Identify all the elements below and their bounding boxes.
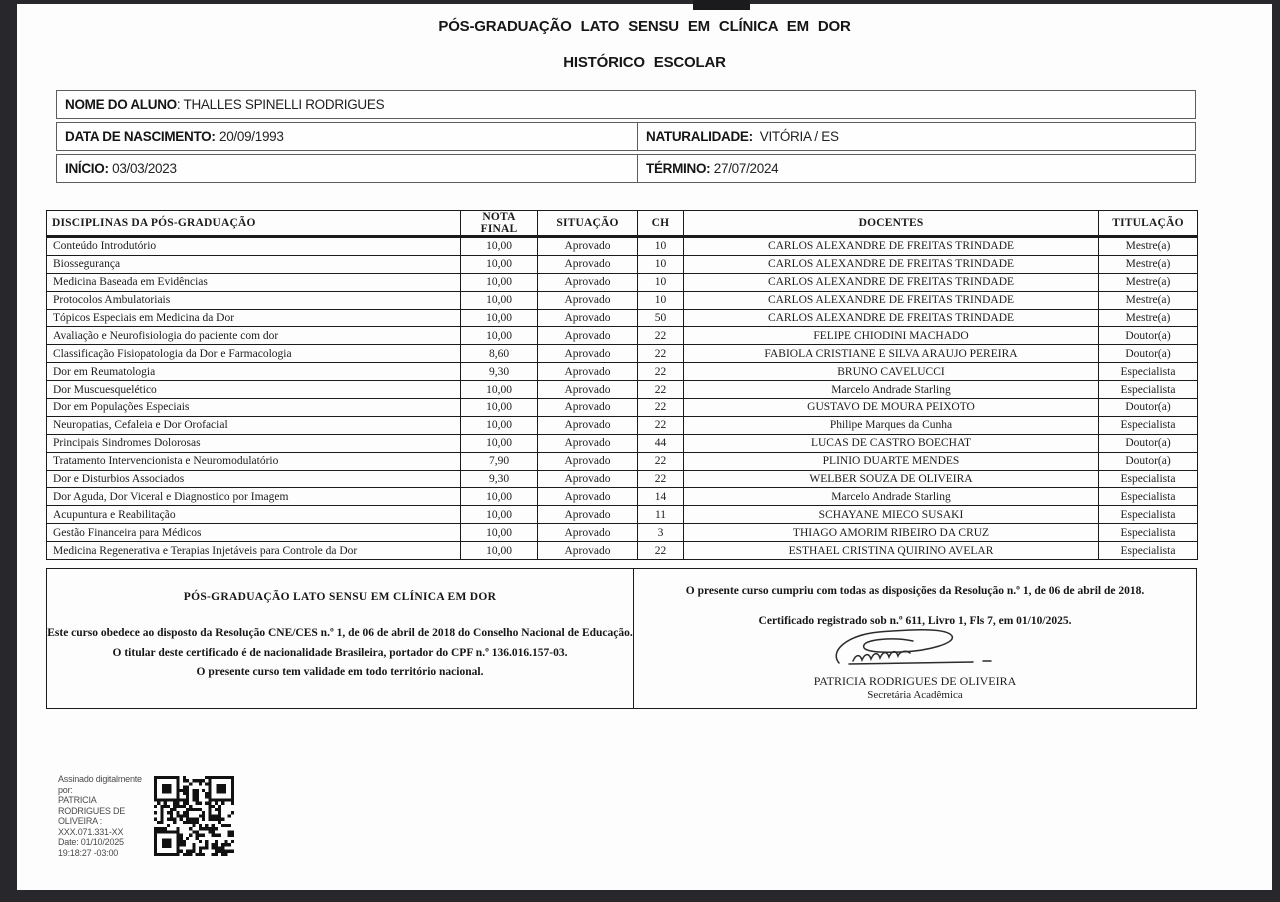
cell-titulacao: Especialista	[1099, 506, 1198, 524]
cell-titulacao: Especialista	[1099, 524, 1198, 542]
cell-docente: CARLOS ALEXANDRE DE FREITAS TRINDADE	[684, 309, 1099, 327]
footer-left-box	[47, 569, 634, 708]
cell-situacao: Aprovado	[538, 524, 638, 542]
cell-titulacao: Doutor(a)	[1099, 434, 1198, 452]
table-row	[47, 273, 1198, 291]
cell-nota-final: 10,00	[461, 309, 538, 327]
end-date-cell	[638, 155, 1195, 182]
header-nota-final: NOTA FINAL	[461, 211, 538, 237]
grades-table-container	[46, 210, 1197, 560]
cell-ch: 22	[638, 345, 684, 363]
cell-titulacao: Doutor(a)	[1099, 399, 1198, 417]
cell-situacao: Aprovado	[538, 273, 638, 291]
cell-situacao: Aprovado	[538, 255, 638, 273]
dsig-line: por:	[58, 784, 73, 795]
cell-ch: 10	[638, 291, 684, 309]
cell-disciplina: Principais Sindromes Dolorosas	[47, 434, 461, 452]
cell-situacao: Aprovado	[538, 327, 638, 345]
cell-nota-final: 10,00	[461, 399, 538, 417]
header-disciplinas: DISCIPLINAS DA PÓS-GRADUAÇÃO	[47, 211, 461, 237]
viewer-top-tab	[693, 0, 750, 10]
cell-docente: FABIOLA CRISTIANE E SILVA ARAUJO PEREIRA	[684, 345, 1099, 363]
cell-nota-final: 9,30	[461, 363, 538, 381]
cell-titulacao: Especialista	[1099, 470, 1198, 488]
dsig-line: XXX.071.331-XX	[58, 826, 124, 837]
start-date-value: 03/03/2023	[108, 161, 177, 176]
birth-date-value: 20/09/1993	[215, 129, 284, 144]
document-subtitle: HISTÓRICO ESCOLAR	[563, 54, 726, 71]
cell-disciplina: Conteúdo Introdutório	[47, 237, 461, 256]
cell-situacao: Aprovado	[538, 488, 638, 506]
cell-titulacao: Mestre(a)	[1099, 291, 1198, 309]
naturality-label: NATURALIDADE:	[646, 129, 753, 144]
student-name-value: : THALLES SPINELLI RODRIGUES	[176, 97, 385, 112]
start-date-cell	[57, 155, 638, 182]
cell-nota-final: 10,00	[461, 542, 538, 560]
footer-right-box	[634, 569, 1196, 708]
cell-disciplina: Tópicos Especiais em Medicina da Dor	[47, 309, 461, 327]
table-row	[47, 309, 1198, 327]
cell-titulacao: Doutor(a)	[1099, 452, 1198, 470]
signature-scribble-icon	[825, 627, 1005, 675]
table-row	[47, 255, 1198, 273]
cell-nota-final: 10,00	[461, 273, 538, 291]
cell-titulacao: Especialista	[1099, 542, 1198, 560]
start-end-row	[56, 154, 1196, 183]
cell-nota-final: 10,00	[461, 524, 538, 542]
cell-situacao: Aprovado	[538, 381, 638, 399]
cell-situacao: Aprovado	[538, 470, 638, 488]
cell-disciplina: Gestão Financeira para Médicos	[47, 524, 461, 542]
cell-disciplina: Dor Aguda, Dor Viceral e Diagnostico por Imagem	[47, 488, 461, 506]
cell-ch: 22	[638, 381, 684, 399]
cell-disciplina: Avaliação e Neurofisiologia do paciente com dor	[47, 327, 461, 345]
cell-disciplina: Classificação Fisiopatologia da Dor e Farmacologia	[47, 345, 461, 363]
cell-ch: 10	[638, 273, 684, 291]
cell-docente: WELBER SOUZA DE OLIVEIRA	[684, 470, 1099, 488]
signer-name: PATRICIA RODRIGUES DE OLIVEIRA	[813, 674, 1017, 688]
footer-right-line-2: Certificado registrado sob n.º 611, Livro 1, Fls 7, em 01/10/2025.	[758, 615, 1072, 627]
digital-signature-text	[58, 774, 158, 858]
table-row	[47, 327, 1198, 345]
cell-nota-final: 10,00	[461, 327, 538, 345]
student-name-cell	[57, 91, 1195, 118]
cell-docente: Marcelo Andrade Starling	[684, 381, 1099, 399]
cell-nota-final: 10,00	[461, 488, 538, 506]
table-row	[47, 470, 1198, 488]
cell-docente: Marcelo Andrade Starling	[684, 488, 1099, 506]
cell-titulacao: Doutor(a)	[1099, 345, 1198, 363]
cell-ch: 22	[638, 363, 684, 381]
table-row	[47, 452, 1198, 470]
cell-situacao: Aprovado	[538, 345, 638, 363]
cell-situacao: Aprovado	[538, 363, 638, 381]
cell-situacao: Aprovado	[538, 416, 638, 434]
cell-disciplina: Neuropatias, Cefaleia e Dor Orofacial	[47, 416, 461, 434]
header-docentes: DOCENTES	[684, 211, 1099, 237]
cell-nota-final: 10,00	[461, 416, 538, 434]
header-situacao: SITUAÇÃO	[538, 211, 638, 237]
cell-ch: 44	[638, 434, 684, 452]
cell-ch: 50	[638, 309, 684, 327]
table-row	[47, 363, 1198, 381]
naturality-cell	[638, 123, 1195, 150]
cell-nota-final: 10,00	[461, 237, 538, 256]
cell-disciplina: Dor em Populações Especiais	[47, 399, 461, 417]
cell-nota-final: 9,30	[461, 470, 538, 488]
naturality-value: VITÓRIA / ES	[752, 129, 839, 144]
cell-ch: 22	[638, 416, 684, 434]
cell-docente: ESTHAEL CRISTINA QUIRINO AVELAR	[684, 542, 1099, 560]
dsig-line: Date: 01/10/2025	[58, 837, 124, 847]
grades-table	[46, 210, 1198, 560]
table-row	[47, 399, 1198, 417]
cell-disciplina: Dor e Disturbios Associados	[47, 470, 461, 488]
cell-docente: GUSTAVO DE MOURA PEIXOTO	[684, 399, 1099, 417]
cell-titulacao: Doutor(a)	[1099, 327, 1198, 345]
header-ch: CH	[638, 211, 684, 237]
document-title: PÓS-GRADUAÇÃO LATO SENSU EM CLÍNICA EM DOR	[438, 18, 851, 35]
cell-nota-final: 10,00	[461, 434, 538, 452]
cell-disciplina: Medicina Regenerativa e Terapias Injetáveis para Controle da Dor	[47, 542, 461, 560]
cell-ch: 22	[638, 470, 684, 488]
cell-docente: THIAGO AMORIM RIBEIRO DA CRUZ	[684, 524, 1099, 542]
student-name-row	[56, 90, 1196, 119]
cell-docente: BRUNO CAVELUCCI	[684, 363, 1099, 381]
footer-left-line-2: O titular deste certificado é de nacionalidade Brasileira, portador do CPF n.º 136.016.157-03.	[112, 647, 568, 659]
cell-disciplina: Acupuntura e Reabilitação	[47, 506, 461, 524]
cell-situacao: Aprovado	[538, 399, 638, 417]
cell-situacao: Aprovado	[538, 542, 638, 560]
cell-ch: 3	[638, 524, 684, 542]
footer-course-title: PÓS-GRADUAÇÃO LATO SENSU EM CLÍNICA EM DOR	[183, 591, 497, 603]
cell-nota-final: 10,00	[461, 506, 538, 524]
table-row	[47, 381, 1198, 399]
footer-right-line-1: O presente curso cumpriu com todas as disposições da Resolução n.º 1, de 06 de abril de 2018.	[685, 585, 1145, 597]
cell-ch: 14	[638, 488, 684, 506]
cell-ch: 22	[638, 542, 684, 560]
table-row	[47, 345, 1198, 363]
birth-naturality-row	[56, 122, 1196, 151]
cell-nota-final: 10,00	[461, 291, 538, 309]
table-row	[47, 506, 1198, 524]
cell-titulacao: Mestre(a)	[1099, 255, 1198, 273]
table-row	[47, 542, 1198, 560]
cell-ch: 22	[638, 452, 684, 470]
cell-docente: LUCAS DE CASTRO BOECHAT	[684, 434, 1099, 452]
table-row	[47, 524, 1198, 542]
table-body	[47, 237, 1198, 560]
cell-disciplina: Tratamento Intervencionista e Neuromodulatório	[47, 452, 461, 470]
cell-disciplina: Biossegurança	[47, 255, 461, 273]
cell-situacao: Aprovado	[538, 237, 638, 256]
cell-docente: CARLOS ALEXANDRE DE FREITAS TRINDADE	[684, 291, 1099, 309]
footer-left-line-1: Este curso obedece ao disposto da Resolução CNE/CES n.º 1, de 06 de abril de 2018 do Conselho Nacional de Educação.	[47, 627, 633, 639]
cell-titulacao: Especialista	[1099, 363, 1198, 381]
cell-nota-final: 10,00	[461, 255, 538, 273]
start-date-label: INÍCIO:	[65, 161, 109, 176]
cell-ch: 10	[638, 255, 684, 273]
cell-ch: 22	[638, 327, 684, 345]
dsig-line: 19:18:27 -03:00	[58, 847, 119, 858]
cell-docente: CARLOS ALEXANDRE DE FREITAS TRINDADE	[684, 273, 1099, 291]
cell-disciplina: Dor em Reumatologia	[47, 363, 461, 381]
cell-disciplina: Protocolos Ambulatoriais	[47, 291, 461, 309]
cell-disciplina: Medicina Baseada em Evidências	[47, 273, 461, 291]
table-row	[47, 237, 1198, 256]
cell-situacao: Aprovado	[538, 452, 638, 470]
cell-nota-final: 8,60	[461, 345, 538, 363]
cell-ch: 11	[638, 506, 684, 524]
cell-situacao: Aprovado	[538, 506, 638, 524]
signer-role: Secretária Acadêmica	[867, 689, 963, 701]
cell-docente: SCHAYANE MIECO SUSAKI	[684, 506, 1099, 524]
dsig-line: RODRIGUES DE	[58, 805, 126, 816]
table-row	[47, 488, 1198, 506]
cell-ch: 10	[638, 237, 684, 256]
cell-docente: FELIPE CHIODINI MACHADO	[684, 327, 1099, 345]
cell-situacao: Aprovado	[538, 434, 638, 452]
footer-left-line-3: O presente curso tem validade em todo território nacional.	[196, 666, 484, 678]
cell-titulacao: Especialista	[1099, 488, 1198, 506]
header-titulacao: TITULAÇÃO	[1099, 211, 1198, 237]
table-row	[47, 416, 1198, 434]
table-header-row	[47, 211, 1198, 237]
cell-titulacao: Especialista	[1099, 416, 1198, 434]
dsig-line: OLIVEIRA :	[58, 816, 103, 826]
table-row	[47, 291, 1198, 309]
cell-docente: CARLOS ALEXANDRE DE FREITAS TRINDADE	[684, 255, 1099, 273]
student-name-label: NOME DO ALUNO	[65, 97, 177, 112]
cell-titulacao: Mestre(a)	[1099, 273, 1198, 291]
cell-docente: PLINIO DUARTE MENDES	[684, 452, 1099, 470]
dsig-line: Assinado digitalmente	[58, 774, 142, 784]
cell-disciplina: Dor Muscuesquelético	[47, 381, 461, 399]
cell-ch: 22	[638, 399, 684, 417]
end-date-label: TÉRMINO:	[646, 161, 711, 176]
dsig-line: PATRICIA	[58, 795, 97, 805]
cell-titulacao: Mestre(a)	[1099, 309, 1198, 327]
cell-docente: Philipe Marques da Cunha	[684, 416, 1099, 434]
footer-section	[46, 568, 1197, 709]
cell-situacao: Aprovado	[538, 309, 638, 327]
document-page	[17, 4, 1272, 890]
birth-date-cell	[57, 123, 638, 150]
end-date-value: 27/07/2024	[710, 161, 779, 176]
table-row	[47, 434, 1198, 452]
qr-code	[152, 776, 236, 856]
cell-docente: CARLOS ALEXANDRE DE FREITAS TRINDADE	[684, 237, 1099, 256]
cell-nota-final: 7,90	[461, 452, 538, 470]
cell-nota-final: 10,00	[461, 381, 538, 399]
cell-titulacao: Especialista	[1099, 381, 1198, 399]
cell-situacao: Aprovado	[538, 291, 638, 309]
handwritten-signature	[634, 627, 1196, 675]
birth-date-label: DATA DE NASCIMENTO:	[65, 129, 216, 144]
cell-titulacao: Mestre(a)	[1099, 237, 1198, 256]
